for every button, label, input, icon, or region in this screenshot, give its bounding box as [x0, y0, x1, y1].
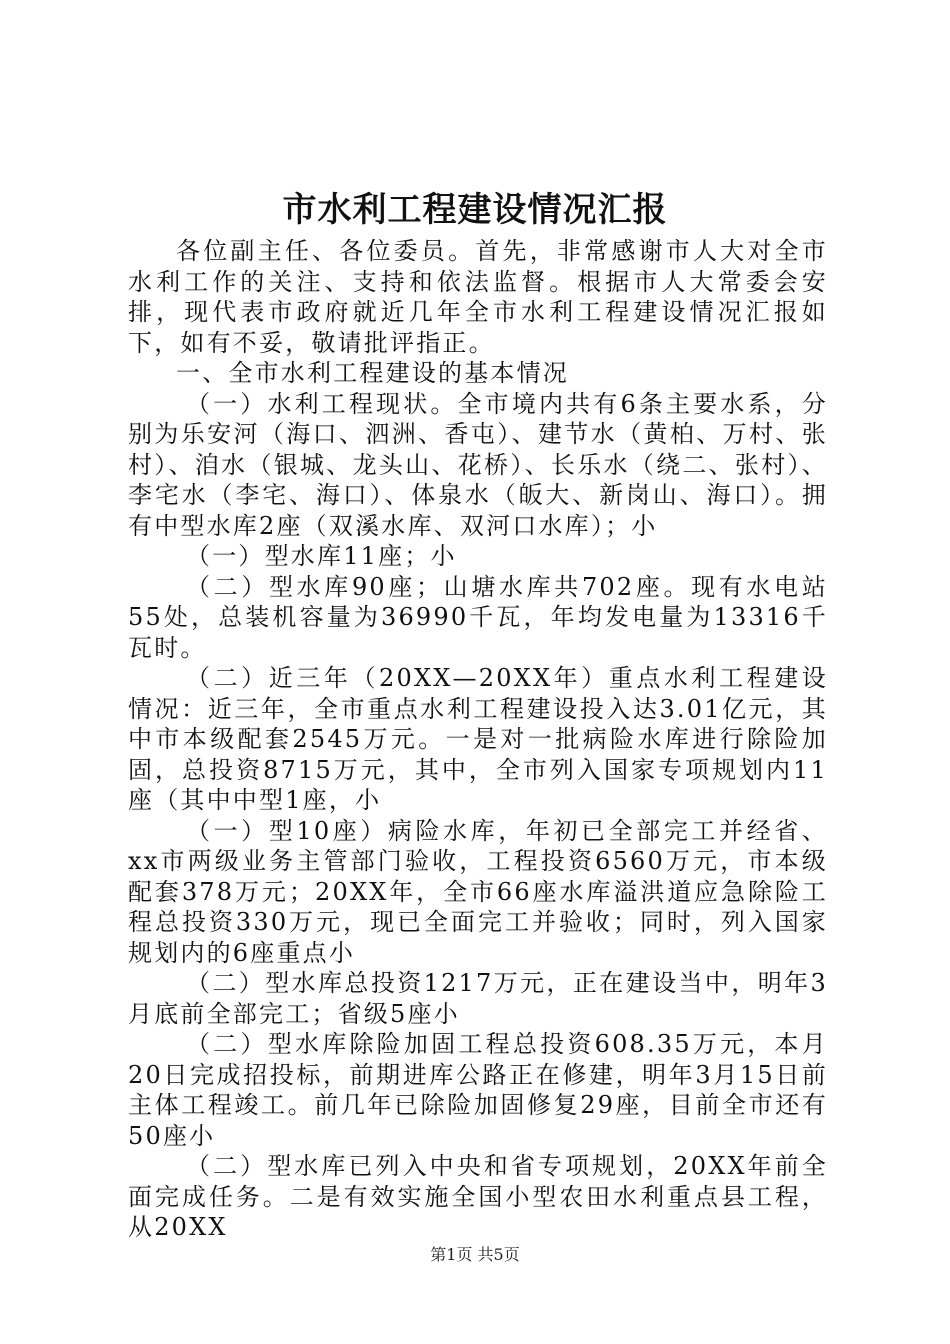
paragraph: （一）型水库11座；小: [186, 542, 457, 570]
paragraph: （一）水利工程现状。全市境内共有6条主要水系，分别为乐安河（海口、泗洲、香屯）、建节水（黄柏、万村、张村）、洎水（银城、龙头山、花桥）、长乐水（绕二、张村）、李宅水（李宅、海口）、体泉水（皈大、新岗山、海口）。拥有中型水库2座（双溪水库、双河口水库）；小: [128, 389, 828, 540]
paragraph-opening: 各位副主任、各位委员。首先，非常感谢市人大对全市水利工作的关注、支持和依法监督。根据市人大常委会安排，现代表市政府就近几年全市水利工程建设情况汇报如下，如有不妥，敬请批评指正。: [128, 237, 828, 357]
document-body: [128, 236, 828, 1243]
page-footer: 第1页 共5页: [430, 1245, 520, 1264]
paragraph: （二）型水库已列入中央和省专项规划，20XX年前全面完成任务。二是有效实施全国小型农田水利重点县工程，从20XX: [128, 1152, 828, 1241]
paragraph: （二）型水库总投资1217万元，正在建设当中，明年3月底前全部完工；省级5座小: [128, 969, 828, 1028]
paragraph: （二）型水库除险加固工程总投资608.35万元，本月20日完成招投标，前期进库公路正在修建，明年3月15日前主体工程竣工。前几年已除险加固修复29座，目前全市还有50座小: [128, 1030, 828, 1150]
document-title: 市水利工程建设情况汇报: [282, 190, 668, 230]
paragraph: （一）型10座）病险水库，年初已全部完工并经省、xx市两级业务主管部门验收，工程投资6560万元，市本级配套378万元；20XX年，全市66座水库溢洪道应急除险工程总投资330万元，现已全面完工并验收；同时，列入国家规划内的6座重点小: [128, 816, 828, 967]
paragraph: （二）近三年（20XX—20XX年）重点水利工程建设情况：近三年，全市重点水利工程建设投入达3.01亿元，其中市本级配套2545万元。一是对一批病险水库进行除险加固，总投资8715万元，其中，全市列入国家专项规划内11座（其中中型1座，小: [128, 664, 828, 814]
paragraph: （二）型水库90座；山塘水库共702座。现有水电站55处，总装机容量为36990千瓦，年均发电量为13316千瓦时。: [128, 572, 828, 662]
section-heading: 一、全市水利工程建设的基本情况: [176, 359, 569, 387]
